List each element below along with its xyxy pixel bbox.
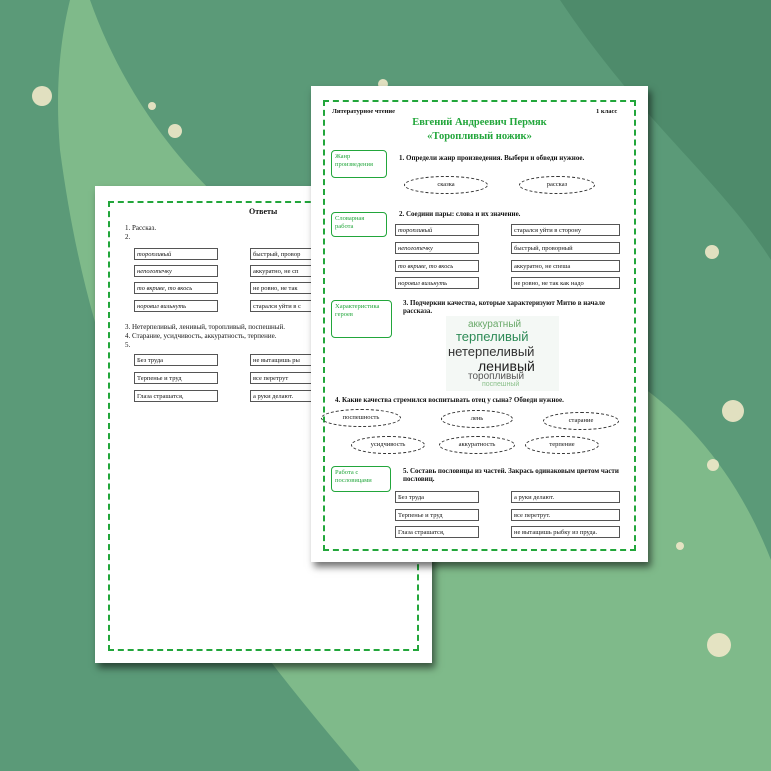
meaning-box: быстрый, проворный — [511, 242, 620, 254]
bubble — [707, 459, 719, 471]
proverb-box: а руки делают. — [250, 390, 315, 402]
subject-label: Литературное чтение — [332, 108, 395, 115]
proverb-end-box: не вытащишь рыбку из пруда. — [511, 526, 620, 538]
answer-line: 4. Старание, усидчивость, аккуратность, терпение. — [125, 332, 277, 340]
meaning-box: старался уйти в с — [250, 300, 315, 312]
word-box: непоготечку — [395, 242, 479, 254]
cloud-word: торопливый — [468, 371, 525, 382]
word-box: торопливый — [395, 224, 479, 236]
cloud-word: терпеливый — [456, 329, 529, 344]
quality-option[interactable]: лень — [441, 410, 513, 428]
word-box: норовил вильнуть — [134, 300, 218, 312]
task-5: 5. Составь пословицы из частей. Закрась одинаковым цветом части пословиц. — [403, 467, 619, 483]
proverb-box: Без труда — [134, 354, 218, 366]
section-proverbs: Работа с пословицами — [331, 466, 391, 492]
quality-option[interactable]: усидчивость — [351, 436, 425, 454]
genre-option[interactable]: рассказ — [519, 176, 595, 194]
meaning-box: старался уйти в сторону — [511, 224, 620, 236]
quality-option[interactable]: поспешность — [321, 409, 401, 427]
bubble — [676, 542, 684, 550]
section-vocabulary: Словарная работа — [331, 212, 387, 237]
bubble — [168, 124, 182, 138]
bubble — [32, 86, 52, 106]
proverb-box: Терпенье и труд — [134, 372, 218, 384]
task-3: 3. Подчеркни качества, которые характеризуют Митю в начале рассказа. — [403, 299, 606, 315]
bubble — [148, 102, 156, 110]
cloud-word: аккуратный — [468, 319, 522, 330]
bubble — [705, 245, 719, 259]
word-box: норовил вильнуть — [395, 277, 479, 289]
cloud-word: ленивый — [478, 358, 535, 374]
answer-line: 3. Нетерпеливый, ленивый, торопливый, поспешный. — [125, 323, 285, 331]
word-box: торопливый — [134, 248, 218, 260]
proverb-start-box: Без труда — [395, 491, 479, 503]
proverb-box: все перетрут — [250, 372, 315, 384]
task-2: 2. Соедини пары: слова и их значение. — [399, 210, 521, 218]
word-box: то вкриве, то вкось — [134, 282, 218, 294]
proverb-start-box: Глаза страшатся, — [395, 526, 479, 538]
word-box: то вкриве, то вкось — [395, 260, 479, 272]
meaning-box: аккуратно, не сп — [250, 265, 315, 277]
word-box: непоготечку — [134, 265, 218, 277]
quality-option[interactable]: аккуратность — [439, 436, 515, 454]
quality-option[interactable]: старание — [543, 412, 619, 430]
proverb-start-box: Терпенье и труд — [395, 509, 479, 521]
answer-line: 5. — [125, 341, 131, 349]
word-cloud — [446, 316, 559, 391]
proverb-end-box: все перетрут. — [511, 509, 620, 521]
task-1: 1. Определи жанр произведения. Выбери и обведи нужное. — [399, 154, 585, 162]
answers-title: Ответы — [249, 207, 278, 216]
proverb-box: Глаза страшатся, — [134, 390, 218, 402]
answer-line: 1. Рассказ. — [125, 224, 157, 232]
meaning-box: быстрый, провор — [250, 248, 315, 260]
proverb-box: не вытащишь ры — [250, 354, 315, 366]
grade-label: 1 класс — [596, 108, 618, 115]
genre-option[interactable]: сказка — [404, 176, 488, 194]
section-characters: Характеристика героев — [331, 300, 392, 338]
section-genre: Жанр произведения — [331, 150, 387, 178]
meaning-box: не ровно, не так — [250, 282, 315, 294]
proverb-end-box: а руки делают. — [511, 491, 620, 503]
cloud-word: нетерпеливый — [448, 344, 535, 359]
bubble — [722, 400, 744, 422]
cloud-word: поспешный — [482, 381, 520, 388]
story-title: «Торопливый ножик» — [427, 131, 532, 142]
answer-line: 2. — [125, 233, 131, 241]
meaning-box: не ровно, не так как надо — [511, 277, 620, 289]
author-title: Евгений Андреевич Пермяк — [412, 117, 547, 128]
bubble — [707, 633, 731, 657]
meaning-box: аккуратно, не спеша — [511, 260, 620, 272]
quality-option[interactable]: терпение — [525, 436, 599, 454]
task-4: 4. Какие качества стремился воспитывать отец у сына? Обведи нужное. — [335, 396, 564, 404]
